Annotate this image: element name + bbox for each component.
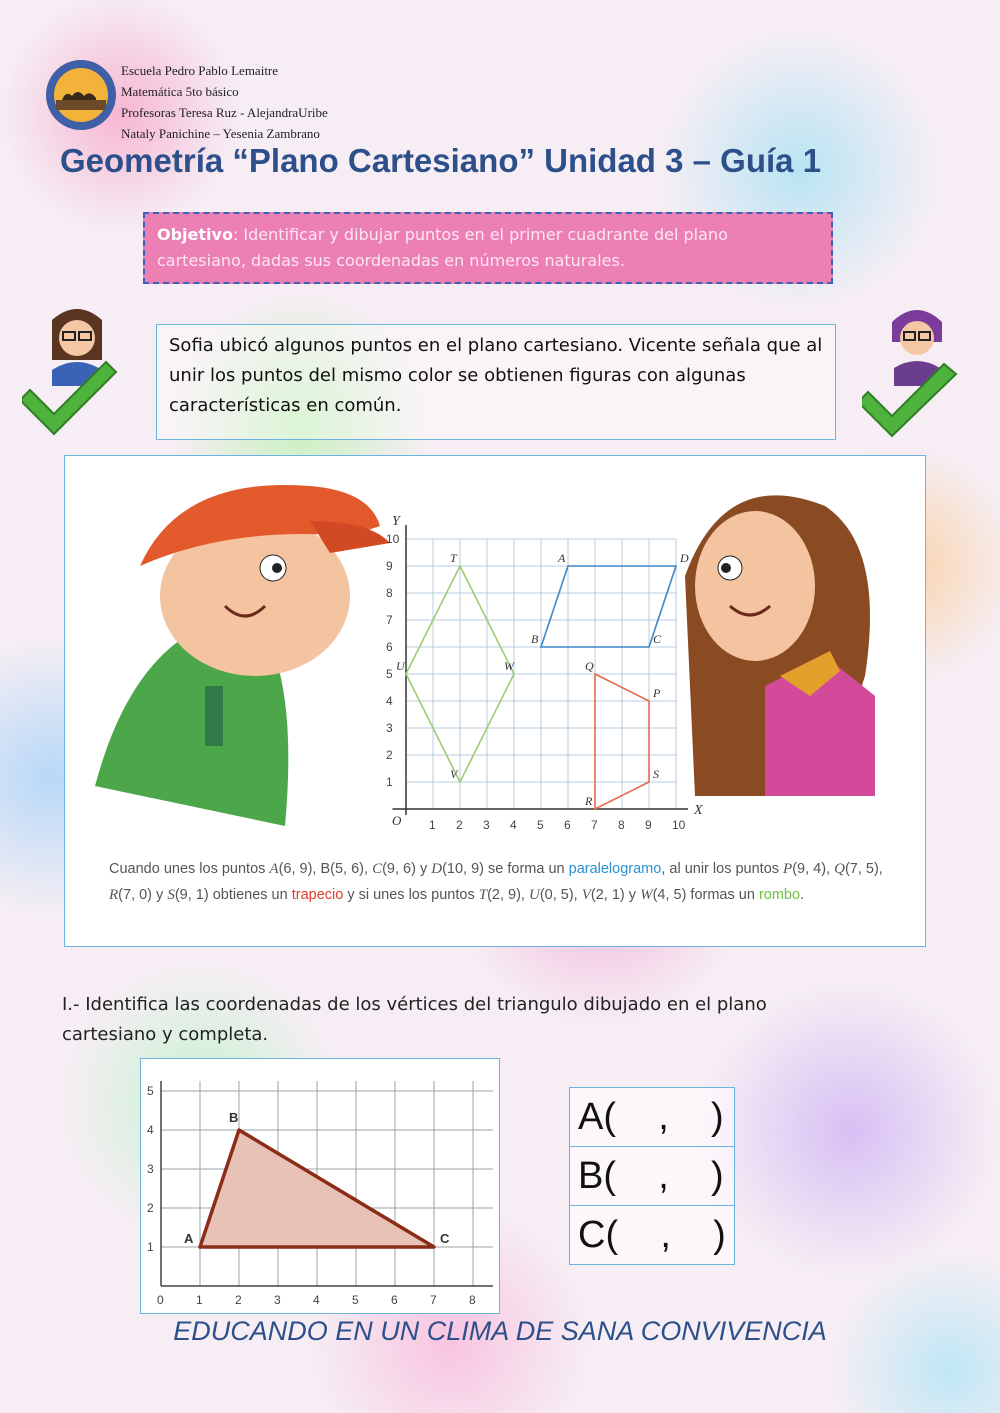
x-tick-label: 6: [564, 818, 571, 832]
x-tick-label: 0: [157, 1293, 164, 1307]
point-label-r: R: [585, 794, 593, 808]
caption-part: (10, 9) se forma un: [442, 861, 569, 877]
triangle-chart: [140, 1058, 500, 1314]
answer-c[interactable]: C( , ): [570, 1206, 735, 1265]
y-tick-label: 5: [386, 667, 393, 681]
x-tick-label: 4: [510, 818, 517, 832]
x-tick-label: 4: [313, 1293, 320, 1307]
caption-point-d: D: [431, 861, 443, 877]
point-label-v: V: [450, 767, 458, 781]
point-label-a: A: [558, 551, 566, 565]
caption-part: (4, 5) formas un: [652, 887, 759, 903]
point-label-u: U: [396, 659, 405, 673]
course: Matemática 5to básico: [121, 84, 239, 99]
answer-a[interactable]: A( , ): [570, 1088, 735, 1147]
objective-box: [143, 212, 833, 284]
caption-part: .: [800, 887, 805, 903]
point-label-d: D: [680, 551, 689, 565]
caption-point-s: S: [167, 887, 175, 903]
x-tick-label: 8: [469, 1293, 476, 1307]
point-label-q: Q: [585, 659, 594, 673]
vertex-label-c: C: [440, 1231, 450, 1246]
cartesian-plane: [386, 514, 703, 832]
illustration-panel: [64, 455, 926, 947]
teacher-avatar-left: [22, 300, 132, 440]
point-label-t: T: [450, 551, 457, 565]
caption-point-r: R: [109, 887, 119, 903]
y-tick-label: 9: [386, 559, 393, 573]
caption-part: Cuando unes los puntos: [109, 861, 270, 877]
footer-motto: EDUCANDO EN UN CLIMA DE SANA CONVIVENCIA: [173, 1316, 827, 1346]
caption-part: (2, 9),: [487, 887, 529, 903]
caption-part: (9, 4),: [792, 861, 835, 877]
caption-point-a: A: [269, 861, 279, 877]
x-tick-label: 9: [645, 818, 652, 832]
caption-part: (0, 5),: [539, 887, 582, 903]
x-tick-label: 1: [429, 818, 436, 832]
y-tick-label: 3: [147, 1162, 154, 1176]
x-tick-label: 7: [591, 818, 598, 832]
y-tick-label: 8: [386, 586, 393, 600]
caption-point-w: W: [640, 887, 653, 903]
boy-illustration: [95, 485, 390, 826]
y-tick-label: 2: [147, 1201, 154, 1215]
x-tick-label: 3: [274, 1293, 281, 1307]
teachers-1: Profesoras Teresa Ruz - AlejandraUribe: [121, 105, 328, 120]
caption-part: (6, 9), B(5, 6),: [278, 861, 373, 877]
origin-label: O: [392, 813, 402, 828]
point-label-w: W: [504, 659, 514, 673]
caption-point-v: V: [581, 887, 591, 903]
school-logo: [44, 58, 118, 132]
point-label-b: B: [531, 632, 539, 646]
school-info: [121, 60, 328, 144]
x-tick-label: 1: [196, 1293, 203, 1307]
vertex-label-a: A: [184, 1231, 194, 1246]
y-axis-label: Y: [392, 514, 400, 529]
girl-illustration: [685, 495, 875, 796]
caption-part: (7, 0) y: [118, 887, 168, 903]
point-label-p: P: [653, 686, 661, 700]
caption-part: (7, 5),: [844, 861, 883, 877]
teacher-avatar-right: [862, 300, 972, 440]
point-label-c: C: [653, 632, 662, 646]
page-title: Geometría “Plano Cartesiano” Unidad 3 – Guía 1: [60, 142, 822, 179]
teachers-2: Nataly Panichine – Yesenia Zambrano: [121, 126, 320, 141]
y-tick-label: 1: [386, 775, 393, 789]
caption-part: , al unir los puntos: [661, 861, 784, 877]
caption-point-q: Q: [834, 861, 845, 877]
x-tick-label: 10: [672, 818, 686, 832]
caption-part: y si unes los puntos: [343, 887, 479, 903]
caption-point-t: T: [478, 887, 488, 903]
triangle-plane: [141, 1059, 498, 1312]
x-tick-label: 2: [456, 818, 463, 832]
x-tick-label: 5: [352, 1293, 359, 1307]
school-name: Escuela Pedro Pablo Lemaitre: [121, 63, 279, 78]
caption-point-c: C: [372, 861, 383, 877]
y-tick-label: 4: [386, 694, 393, 708]
objective-label: Objetivo: [157, 225, 233, 244]
caption-text: [109, 856, 899, 908]
answer-table: [569, 1087, 735, 1265]
y-tick-label: 3: [386, 721, 393, 735]
intro-text: Sofia ubicó algunos puntos en el plano cartesiano. Vicente señala que al unir los puntos del mismo color se obtienen figuras con algunas características en común.: [156, 324, 836, 440]
x-tick-label: 3: [483, 818, 490, 832]
vertex-label-b: B: [229, 1110, 239, 1125]
x-tick-label: 5: [537, 818, 544, 832]
caption-point-p: P: [783, 861, 793, 877]
word-rombo: rombo: [758, 887, 801, 903]
x-tick-label: 8: [618, 818, 625, 832]
y-tick-label: 7: [386, 613, 393, 627]
word-paralelogramo: paralelogramo: [568, 861, 662, 877]
caption-part: (9, 6) y: [382, 861, 432, 877]
x-tick-label: 7: [430, 1293, 437, 1307]
answer-b[interactable]: B( , ): [570, 1147, 735, 1206]
y-tick-label: 2: [386, 748, 393, 762]
point-label-s: S: [653, 767, 659, 781]
caption-part: (2, 1) y: [590, 887, 641, 903]
x-tick-label: 6: [391, 1293, 398, 1307]
caption-point-u: U: [528, 887, 540, 903]
y-tick-label: 1: [147, 1240, 154, 1254]
y-tick-label: 4: [147, 1123, 154, 1137]
x-tick-label: 2: [235, 1293, 242, 1307]
y-tick-label: 5: [147, 1084, 154, 1098]
word-trapecio: trapecio: [291, 887, 344, 903]
exercise-instruction: I.- Identifica las coordenadas de los vértices del triangulo dibujado en el plano cartesiano y completa.: [62, 994, 767, 1045]
objective-text: : Identificar y dibujar puntos en el primer cuadrante del plano cartesiano, dadas sus coordenadas en números naturales.: [157, 225, 728, 270]
y-tick-label: 6: [386, 640, 393, 654]
x-axis-label: X: [694, 803, 703, 818]
caption-part: (9, 1) obtienes un: [174, 887, 292, 903]
cartesian-illustration: [65, 456, 925, 848]
y-tick-label: 10: [386, 532, 400, 546]
